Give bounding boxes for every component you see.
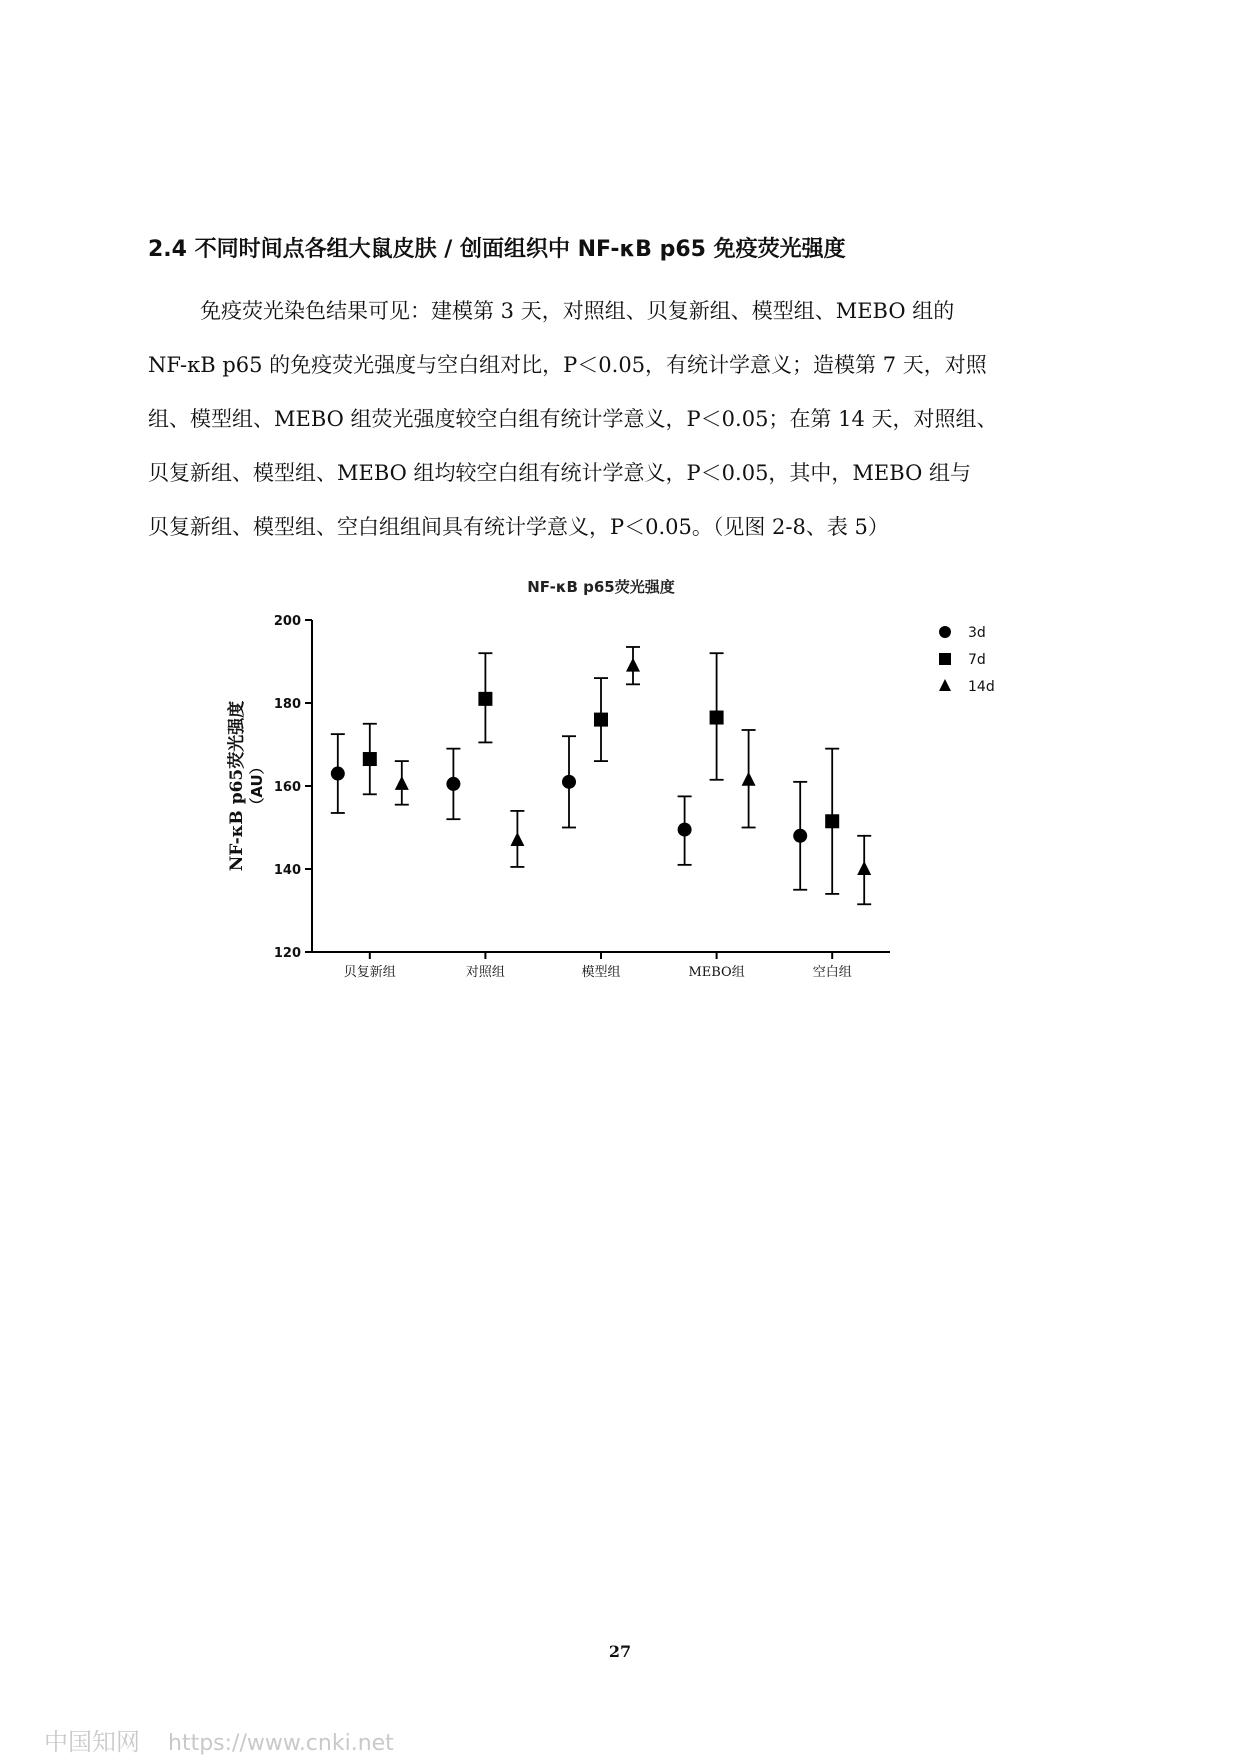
x-tick-label: 模型组: [581, 965, 621, 980]
data-point-14d: [626, 658, 640, 672]
section-heading: 2.4 不同时间点各组大鼠皮肤 / 创面组织中 NF-κB p65 免疫荧光强度: [148, 237, 846, 262]
data-point-7d: [594, 713, 608, 727]
x-tick-label: 对照组: [465, 965, 505, 980]
data-point-3d: [678, 823, 692, 837]
x-tick-label: 空白组: [812, 965, 852, 980]
data-point-14d: [395, 776, 409, 790]
y-axis-unit: （AU）: [248, 759, 266, 813]
y-axis-label: NF-κB p65荧光强度: [227, 700, 247, 872]
cnki-watermark: [44, 1722, 394, 1757]
watermark-brand: 中国知网: [44, 1728, 140, 1756]
legend-marker-14d: [939, 679, 951, 691]
data-point-14d: [857, 861, 871, 875]
paragraph-line: 组、模型组、MEBO 组荧光强度较空白组有统计学意义，P＜0.05；在第 14 天，对照组、: [148, 407, 998, 431]
data-point-7d: [825, 814, 839, 828]
x-tick-label: MEBO组: [688, 965, 745, 980]
chart-title: NF-κB p65荧光强度: [527, 578, 675, 596]
data-point-3d: [446, 777, 460, 791]
y-tick-label: 120: [273, 946, 301, 961]
watermark-url: https://www.cnki.net: [168, 1731, 394, 1756]
data-point-14d: [742, 772, 756, 786]
paragraph-line: 贝复新组、模型组、MEBO 组均较空白组有统计学意义，P＜0.05，其中，MEBO 组与: [148, 461, 971, 485]
figure-2-8: [0, 560, 1240, 1000]
data-point-7d: [710, 711, 724, 725]
x-tick-label: 贝复新组: [343, 965, 396, 980]
y-tick-label: 140: [273, 863, 301, 878]
y-tick-label: 160: [273, 780, 301, 795]
legend-marker-3d: [939, 626, 951, 638]
y-tick-label: 180: [273, 697, 301, 712]
data-point-3d: [562, 775, 576, 789]
data-point-14d: [510, 832, 524, 846]
y-tick-label: 200: [273, 614, 301, 629]
paragraph-line: 免疫荧光染色结果可见：建模第 3 天，对照组、贝复新组、模型组、MEBO 组的: [200, 299, 955, 323]
data-point-7d: [363, 752, 377, 766]
body-paragraph: [148, 284, 1108, 554]
data-point-3d: [793, 829, 807, 843]
legend-label: 3d: [968, 625, 986, 641]
legend-label: 14d: [968, 679, 995, 695]
page-number: 27: [608, 1642, 632, 1661]
data-point-3d: [331, 767, 345, 781]
legend-label: 7d: [968, 652, 986, 668]
data-point-7d: [478, 692, 492, 706]
legend-marker-7d: [939, 653, 951, 665]
paragraph-line: NF-κB p65 的免疫荧光强度与空白组对比，P＜0.05，有统计学意义；造模第 7 天，对照: [148, 353, 987, 377]
scatter-chart: [0, 560, 1240, 1000]
paragraph-line: 贝复新组、模型组、空白组组间具有统计学意义，P＜0.05。（见图 2-8、表 5）: [148, 515, 889, 539]
